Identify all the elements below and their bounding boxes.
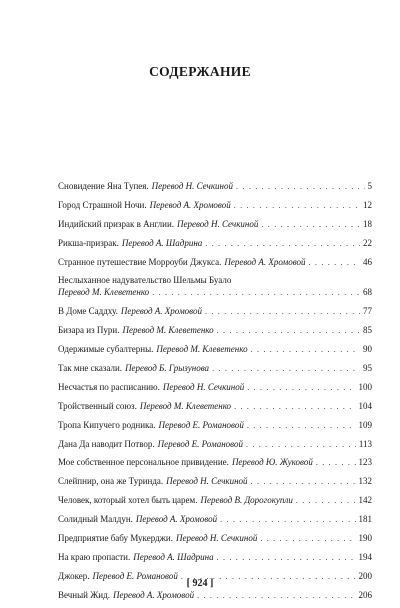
entry-title: Странное путешествие Морроуби Джукса.: [58, 256, 222, 267]
entry-page: 181: [358, 514, 372, 525]
entry-translator: Перевод М. Клеветенко: [58, 287, 150, 298]
entry-page: 100: [358, 381, 372, 392]
dot-leader: [152, 287, 360, 299]
toc-entry: [58, 324, 372, 337]
entry-page: 22: [363, 237, 372, 248]
dot-leader: [246, 439, 356, 451]
entry-title: Дана Да наводит Потвор.: [58, 438, 155, 449]
toc-entry: [58, 362, 372, 375]
entry-page: 95: [363, 363, 372, 374]
entry-translator: Перевод Н. Сечкиной: [175, 533, 258, 544]
entry-page: 200: [358, 570, 372, 581]
entry-page: 206: [358, 589, 372, 600]
entry-translator: Перевод Е. Романовой: [157, 438, 243, 449]
entry-translator: Перевод М. Клеветенко: [122, 325, 214, 336]
entry-title: Индийский призрак в Англии.: [58, 218, 175, 229]
toc-entry: [58, 237, 372, 250]
toc-entry: [58, 438, 372, 451]
toc-entry: [58, 180, 372, 193]
entry-translator: Перевод Н. Сечкиной: [177, 218, 259, 229]
entry-title: Вечный Жид.: [58, 589, 110, 600]
dot-leader: [261, 219, 360, 231]
entry-title: Человек, который хотел быть царем.: [58, 495, 198, 506]
toc-entry: [58, 343, 372, 356]
entry-page: 90: [363, 344, 372, 355]
dot-leader: [220, 514, 355, 526]
dot-leader: [205, 238, 360, 250]
toc-entry: [58, 218, 372, 231]
entry-translator: Перевод Н. Сечкиной: [166, 476, 248, 487]
entry-title: На краю пропасти.: [58, 551, 131, 562]
entry-page: 85: [363, 325, 372, 336]
entry-title: Мое собственное персональное привидение.: [58, 457, 229, 468]
folio-bracket-right: ]: [210, 578, 214, 589]
toc-entry: [58, 381, 372, 394]
entry-title: Рикша-призрак.: [58, 237, 119, 248]
toc-entry: [58, 589, 372, 602]
entry-title: Неслыханное надувательство Шельмы Буало: [58, 275, 232, 286]
entry-title: Слейпнир, она же Туринда.: [58, 476, 164, 487]
entry-page: 113: [358, 438, 372, 449]
entry-translator: Перевод Б. Грызунова: [125, 363, 210, 374]
entry-title: Джокер.: [58, 570, 90, 581]
entry-translator: Перевод М. Клеветенко: [139, 400, 232, 411]
toc-entry: [58, 274, 372, 299]
entry-page: 142: [358, 495, 372, 506]
dot-leader: [234, 200, 360, 212]
dot-leader: [247, 382, 355, 394]
entry-translator: Перевод В. Дорогокупли: [200, 495, 293, 506]
toc-entry: [58, 513, 372, 526]
toc-entry: [58, 256, 372, 269]
entry-title: Несчастья по расписанию.: [58, 381, 160, 392]
entry-title: Сновидение Яна Тупея.: [58, 181, 149, 191]
dot-leader: [260, 533, 355, 545]
entry-page: 194: [358, 551, 372, 562]
toc-entry: [58, 400, 372, 413]
entry-translator: Перевод А. Шадрина: [133, 551, 214, 562]
entry-translator: Перевод М. Клеветенко: [156, 344, 248, 355]
toc-entry: [58, 456, 372, 469]
toc-entry: [58, 532, 372, 545]
dot-leader: [251, 476, 356, 488]
entry-page: 5: [367, 181, 372, 191]
entry-page: 132: [358, 476, 372, 487]
entry-translator: Перевод А. Хромовой: [135, 514, 218, 525]
entry-page: 12: [363, 199, 372, 210]
entry-translator: Перевод А. Хромовой: [112, 589, 195, 600]
entry-translator: Перевод Н. Сечкиной: [162, 381, 245, 392]
dot-leader: [212, 363, 360, 375]
toc-entry: [58, 551, 372, 564]
entry-page: 104: [358, 400, 372, 411]
entry-page: 68: [363, 287, 372, 298]
entry-title: В Доме Саддху.: [58, 306, 118, 317]
dot-leader: [217, 552, 356, 564]
dot-leader: [251, 344, 360, 356]
entry-title: Одержимые субалтерны.: [58, 344, 154, 355]
dot-leader: [296, 495, 356, 507]
page-title: СОДЕРЖАНИЕ: [149, 64, 251, 79]
dot-leader: [205, 306, 360, 318]
dot-leader: [316, 457, 356, 469]
entry-translator: Перевод А. Хромовой: [120, 306, 202, 317]
entry-title: Тропа Кипучего родника.: [58, 419, 156, 430]
folio-bracket-left: [: [186, 578, 190, 589]
toc-entry: [58, 475, 372, 488]
entry-title: Бизара из Пури.: [58, 325, 120, 336]
entry-translator: Перевод А. Хромовой: [149, 199, 231, 210]
entry-translator: Перевод Е. Романовой: [92, 570, 178, 581]
entry-translator: Перевод А. Хромовой: [224, 256, 306, 267]
entry-translator: Перевод Е. Романовой: [158, 419, 244, 430]
dot-leader: [236, 181, 364, 193]
toc-entry: [58, 419, 372, 432]
entry-title: Предприятие бабу Мукерджи.: [58, 533, 173, 544]
toc-entry: [58, 494, 372, 507]
table-of-contents: [58, 180, 372, 608]
entry-page: 109: [358, 419, 372, 430]
folio-number: 924: [192, 578, 208, 589]
dot-leader: [309, 257, 360, 269]
dot-leader: [247, 420, 356, 432]
toc-entry: [58, 199, 372, 212]
entry-title: Так мне сказали.: [58, 363, 123, 374]
entry-translator: Перевод Н. Сечкиной: [151, 181, 234, 191]
entry-page: 46: [363, 256, 372, 267]
entry-title: Город Страшной Ночи.: [58, 199, 147, 210]
dot-leader: [217, 325, 360, 337]
entry-title: Тройственный союз.: [58, 400, 137, 411]
entry-page: 123: [358, 457, 372, 468]
entry-page: 18: [363, 218, 372, 229]
entry-translator: Перевод Ю. Жуковой: [231, 457, 313, 468]
entry-page: 190: [358, 533, 372, 544]
entry-page: 77: [363, 306, 372, 317]
dot-leader: [234, 401, 355, 413]
entry-title: Солидный Малдун.: [58, 514, 133, 525]
dot-leader: [197, 590, 355, 602]
entry-translator: Перевод А. Шадрина: [121, 237, 203, 248]
page-number-folio: [0, 578, 400, 589]
toc-entry: [58, 305, 372, 318]
